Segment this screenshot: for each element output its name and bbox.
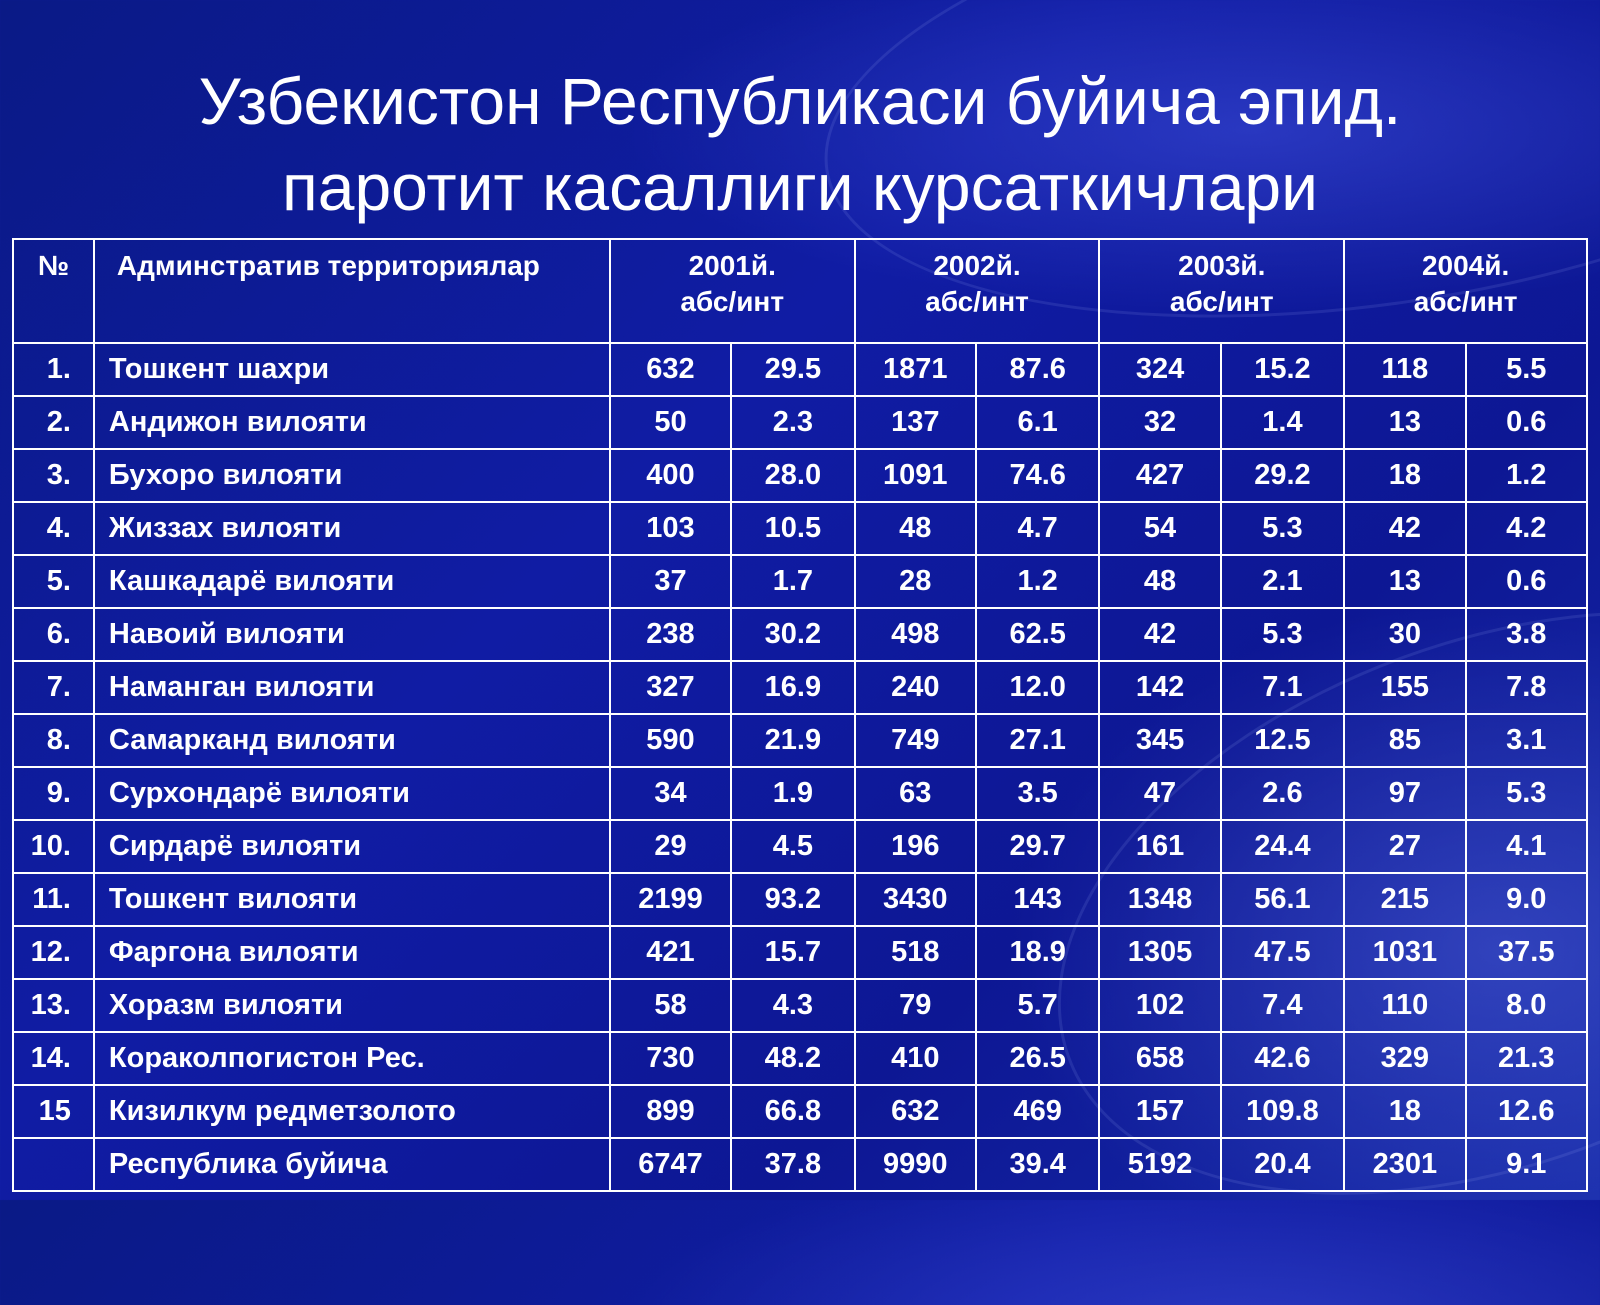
header-year-2003 bbox=[1099, 239, 1344, 343]
territory-name: Хоразм вилояти bbox=[94, 979, 610, 1032]
territory-name: Сирдарё вилояти bbox=[94, 820, 610, 873]
table-header-row bbox=[13, 239, 1587, 343]
abs-value-cell: 324 bbox=[1099, 343, 1220, 396]
abs-value-cell: 1305 bbox=[1099, 926, 1220, 979]
int-value-cell: 26.5 bbox=[976, 1032, 1099, 1085]
table-row bbox=[13, 396, 1587, 449]
row-number: 3. bbox=[13, 449, 94, 502]
abs-value-cell: 327 bbox=[610, 661, 731, 714]
slide-title-line-1: Узбекистон Республикаси буйича эпид. bbox=[198, 64, 1402, 138]
abs-value-cell: 1031 bbox=[1344, 926, 1465, 979]
abs-value-cell: 137 bbox=[855, 396, 976, 449]
abs-value-cell: 215 bbox=[1344, 873, 1465, 926]
abs-value-cell: 3430 bbox=[855, 873, 976, 926]
int-value-cell: 469 bbox=[976, 1085, 1099, 1138]
table-row bbox=[13, 820, 1587, 873]
header-year-2004 bbox=[1344, 239, 1587, 343]
int-value-cell: 2.3 bbox=[731, 396, 854, 449]
abs-value-cell: 400 bbox=[610, 449, 731, 502]
int-value-cell: 24.4 bbox=[1221, 820, 1344, 873]
int-value-cell: 42.6 bbox=[1221, 1032, 1344, 1085]
abs-value-cell: 13 bbox=[1344, 555, 1465, 608]
abs-value-cell: 34 bbox=[610, 767, 731, 820]
int-value-cell: 1.7 bbox=[731, 555, 854, 608]
territory-name: Кизилкум редметзолото bbox=[94, 1085, 610, 1138]
mumps-incidence-table bbox=[12, 238, 1588, 1192]
table-row bbox=[13, 767, 1587, 820]
abs-value-cell: 2301 bbox=[1344, 1138, 1465, 1191]
abs-value-cell: 9990 bbox=[855, 1138, 976, 1191]
table-row bbox=[13, 979, 1587, 1032]
abs-value-cell: 5192 bbox=[1099, 1138, 1220, 1191]
abs-value-cell: 27 bbox=[1344, 820, 1465, 873]
abs-value-cell: 1348 bbox=[1099, 873, 1220, 926]
abs-value-cell: 196 bbox=[855, 820, 976, 873]
int-value-cell: 9.0 bbox=[1466, 873, 1587, 926]
int-value-cell: 5.5 bbox=[1466, 343, 1587, 396]
abs-value-cell: 590 bbox=[610, 714, 731, 767]
int-value-cell: 29.2 bbox=[1221, 449, 1344, 502]
slide-title-line-2: паротит касаллиги курсаткичлари bbox=[282, 150, 1318, 224]
int-value-cell: 4.1 bbox=[1466, 820, 1587, 873]
abs-value-cell: 658 bbox=[1099, 1032, 1220, 1085]
int-value-cell: 29.5 bbox=[731, 343, 854, 396]
table-row bbox=[13, 661, 1587, 714]
row-number: 6. bbox=[13, 608, 94, 661]
header-year-2001 bbox=[610, 239, 855, 343]
abs-value-cell: 498 bbox=[855, 608, 976, 661]
abs-value-cell: 85 bbox=[1344, 714, 1465, 767]
abs-value-cell: 103 bbox=[610, 502, 731, 555]
int-value-cell: 27.1 bbox=[976, 714, 1099, 767]
header-year-label: 2003й. bbox=[1178, 250, 1266, 281]
int-value-cell: 3.8 bbox=[1466, 608, 1587, 661]
row-number: 11. bbox=[13, 873, 94, 926]
int-value-cell: 9.1 bbox=[1466, 1138, 1587, 1191]
territory-name: Фаргона вилояти bbox=[94, 926, 610, 979]
int-value-cell: 0.6 bbox=[1466, 396, 1587, 449]
int-value-cell: 93.2 bbox=[731, 873, 854, 926]
abs-value-cell: 42 bbox=[1099, 608, 1220, 661]
abs-value-cell: 54 bbox=[1099, 502, 1220, 555]
territory-name: Андижон вилояти bbox=[94, 396, 610, 449]
row-number: 13. bbox=[13, 979, 94, 1032]
int-value-cell: 28.0 bbox=[731, 449, 854, 502]
table-row bbox=[13, 555, 1587, 608]
int-value-cell: 1.4 bbox=[1221, 396, 1344, 449]
territory-name: Бухоро вилояти bbox=[94, 449, 610, 502]
header-year-label: 2001й. bbox=[688, 250, 776, 281]
table-row bbox=[13, 343, 1587, 396]
row-number: 14. bbox=[13, 1032, 94, 1085]
int-value-cell: 66.8 bbox=[731, 1085, 854, 1138]
header-number: № bbox=[13, 239, 94, 343]
abs-value-cell: 730 bbox=[610, 1032, 731, 1085]
header-year-sub: абс/инт bbox=[1169, 286, 1274, 317]
territory-name: Республика буйича bbox=[94, 1138, 610, 1191]
header-year-label: 2004й. bbox=[1421, 250, 1510, 281]
int-value-cell: 21.3 bbox=[1466, 1032, 1587, 1085]
abs-value-cell: 632 bbox=[855, 1085, 976, 1138]
abs-value-cell: 329 bbox=[1344, 1032, 1465, 1085]
abs-value-cell: 155 bbox=[1344, 661, 1465, 714]
row-number: 15 bbox=[13, 1085, 94, 1138]
int-value-cell: 5.3 bbox=[1221, 502, 1344, 555]
int-value-cell: 7.4 bbox=[1221, 979, 1344, 1032]
abs-value-cell: 13 bbox=[1344, 396, 1465, 449]
abs-value-cell: 345 bbox=[1099, 714, 1220, 767]
int-value-cell: 10.5 bbox=[731, 502, 854, 555]
row-number bbox=[13, 1138, 94, 1191]
abs-value-cell: 63 bbox=[855, 767, 976, 820]
abs-value-cell: 30 bbox=[1344, 608, 1465, 661]
abs-value-cell: 50 bbox=[610, 396, 731, 449]
int-value-cell: 7.1 bbox=[1221, 661, 1344, 714]
int-value-cell: 30.2 bbox=[731, 608, 854, 661]
header-year-sub: абс/инт bbox=[680, 286, 785, 317]
row-number: 5. bbox=[13, 555, 94, 608]
int-value-cell: 62.5 bbox=[976, 608, 1099, 661]
table-row bbox=[13, 1032, 1587, 1085]
territory-name: Наманган вилояти bbox=[94, 661, 610, 714]
territory-name: Жиззах вилояти bbox=[94, 502, 610, 555]
table-row bbox=[13, 873, 1587, 926]
table-row bbox=[13, 1085, 1587, 1138]
abs-value-cell: 28 bbox=[855, 555, 976, 608]
int-value-cell: 5.3 bbox=[1221, 608, 1344, 661]
int-value-cell: 47.5 bbox=[1221, 926, 1344, 979]
abs-value-cell: 240 bbox=[855, 661, 976, 714]
int-value-cell: 56.1 bbox=[1221, 873, 1344, 926]
row-number: 8. bbox=[13, 714, 94, 767]
int-value-cell: 1.2 bbox=[976, 555, 1099, 608]
territory-name: Сурхондарё вилояти bbox=[94, 767, 610, 820]
int-value-cell: 4.5 bbox=[731, 820, 854, 873]
int-value-cell: 4.7 bbox=[976, 502, 1099, 555]
int-value-cell: 48.2 bbox=[731, 1032, 854, 1085]
table-body bbox=[13, 239, 1587, 1191]
int-value-cell: 74.6 bbox=[976, 449, 1099, 502]
abs-value-cell: 749 bbox=[855, 714, 976, 767]
abs-value-cell: 518 bbox=[855, 926, 976, 979]
territory-name: Кашкадарё вилояти bbox=[94, 555, 610, 608]
int-value-cell: 6.1 bbox=[976, 396, 1099, 449]
int-value-cell: 5.3 bbox=[1466, 767, 1587, 820]
int-value-cell: 2.1 bbox=[1221, 555, 1344, 608]
row-number: 9. bbox=[13, 767, 94, 820]
int-value-cell: 2.6 bbox=[1221, 767, 1344, 820]
abs-value-cell: 421 bbox=[610, 926, 731, 979]
table-row bbox=[13, 926, 1587, 979]
abs-value-cell: 47 bbox=[1099, 767, 1220, 820]
int-value-cell: 5.7 bbox=[976, 979, 1099, 1032]
int-value-cell: 29.7 bbox=[976, 820, 1099, 873]
table-row bbox=[13, 608, 1587, 661]
int-value-cell: 87.6 bbox=[976, 343, 1099, 396]
abs-value-cell: 118 bbox=[1344, 343, 1465, 396]
abs-value-cell: 632 bbox=[610, 343, 731, 396]
int-value-cell: 37.8 bbox=[731, 1138, 854, 1191]
territory-name: Тошкент вилояти bbox=[94, 873, 610, 926]
header-territory: Админстратив территориялар bbox=[94, 239, 610, 343]
table-row bbox=[13, 1138, 1587, 1191]
abs-value-cell: 1871 bbox=[855, 343, 976, 396]
row-number: 12. bbox=[13, 926, 94, 979]
int-value-cell: 21.9 bbox=[731, 714, 854, 767]
abs-value-cell: 427 bbox=[1099, 449, 1220, 502]
int-value-cell: 7.8 bbox=[1466, 661, 1587, 714]
territory-name: Тошкент шахри bbox=[94, 343, 610, 396]
header-year-sub: абс/инт bbox=[1413, 286, 1518, 317]
row-number: 4. bbox=[13, 502, 94, 555]
int-value-cell: 1.9 bbox=[731, 767, 854, 820]
abs-value-cell: 110 bbox=[1344, 979, 1465, 1032]
abs-value-cell: 410 bbox=[855, 1032, 976, 1085]
abs-value-cell: 58 bbox=[610, 979, 731, 1032]
table-row bbox=[13, 449, 1587, 502]
int-value-cell: 20.4 bbox=[1221, 1138, 1344, 1191]
int-value-cell: 4.3 bbox=[731, 979, 854, 1032]
int-value-cell: 12.0 bbox=[976, 661, 1099, 714]
abs-value-cell: 142 bbox=[1099, 661, 1220, 714]
abs-value-cell: 18 bbox=[1344, 1085, 1465, 1138]
int-value-cell: 15.7 bbox=[731, 926, 854, 979]
slide-title bbox=[0, 58, 1600, 230]
abs-value-cell: 48 bbox=[1099, 555, 1220, 608]
abs-value-cell: 161 bbox=[1099, 820, 1220, 873]
table-row bbox=[13, 714, 1587, 767]
int-value-cell: 16.9 bbox=[731, 661, 854, 714]
header-year-2002 bbox=[855, 239, 1100, 343]
abs-value-cell: 6747 bbox=[610, 1138, 731, 1191]
territory-name: Навоий вилояти bbox=[94, 608, 610, 661]
territory-name: Самарканд вилояти bbox=[94, 714, 610, 767]
int-value-cell: 3.1 bbox=[1466, 714, 1587, 767]
abs-value-cell: 1091 bbox=[855, 449, 976, 502]
abs-value-cell: 48 bbox=[855, 502, 976, 555]
int-value-cell: 37.5 bbox=[1466, 926, 1587, 979]
abs-value-cell: 238 bbox=[610, 608, 731, 661]
int-value-cell: 12.6 bbox=[1466, 1085, 1587, 1138]
territory-name: Кораколпогистон Рес. bbox=[94, 1032, 610, 1085]
row-number: 1. bbox=[13, 343, 94, 396]
int-value-cell: 8.0 bbox=[1466, 979, 1587, 1032]
int-value-cell: 39.4 bbox=[976, 1138, 1099, 1191]
int-value-cell: 109.8 bbox=[1221, 1085, 1344, 1138]
abs-value-cell: 37 bbox=[610, 555, 731, 608]
int-value-cell: 4.2 bbox=[1466, 502, 1587, 555]
header-year-sub: абс/инт bbox=[925, 286, 1029, 317]
table-row bbox=[13, 502, 1587, 555]
row-number: 2. bbox=[13, 396, 94, 449]
abs-value-cell: 157 bbox=[1099, 1085, 1220, 1138]
int-value-cell: 18.9 bbox=[976, 926, 1099, 979]
int-value-cell: 1.2 bbox=[1466, 449, 1587, 502]
abs-value-cell: 29 bbox=[610, 820, 731, 873]
abs-value-cell: 97 bbox=[1344, 767, 1465, 820]
abs-value-cell: 32 bbox=[1099, 396, 1220, 449]
int-value-cell: 12.5 bbox=[1221, 714, 1344, 767]
int-value-cell: 143 bbox=[976, 873, 1099, 926]
abs-value-cell: 79 bbox=[855, 979, 976, 1032]
abs-value-cell: 2199 bbox=[610, 873, 731, 926]
abs-value-cell: 899 bbox=[610, 1085, 731, 1138]
row-number: 7. bbox=[13, 661, 94, 714]
int-value-cell: 3.5 bbox=[976, 767, 1099, 820]
row-number: 10. bbox=[13, 820, 94, 873]
int-value-cell: 15.2 bbox=[1221, 343, 1344, 396]
abs-value-cell: 18 bbox=[1344, 449, 1465, 502]
int-value-cell: 0.6 bbox=[1466, 555, 1587, 608]
abs-value-cell: 102 bbox=[1099, 979, 1220, 1032]
header-year-label: 2002й. bbox=[933, 250, 1021, 281]
abs-value-cell: 42 bbox=[1344, 502, 1465, 555]
